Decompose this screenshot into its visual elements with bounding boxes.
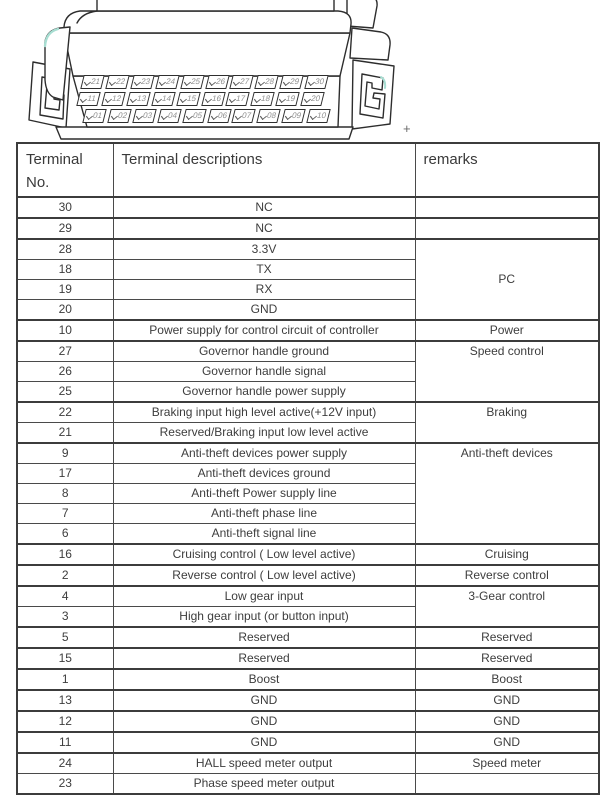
table-row [17, 197, 599, 218]
description-cell: GND [113, 732, 415, 753]
terminal-no-cell: 26 [17, 362, 113, 382]
connector-pin [251, 92, 275, 106]
terminal-no-cell: 7 [17, 504, 113, 524]
remark-cell: Boost [415, 669, 599, 690]
table-row [17, 690, 599, 711]
description-cell: Boost [113, 669, 415, 690]
terminal-no-cell: 18 [17, 260, 113, 280]
table-row [17, 774, 599, 795]
connector-pin-grid [0, 0, 430, 142]
pin-number: 01 [92, 111, 104, 120]
description-cell: Anti-theft phase line [113, 504, 415, 524]
connector-pin [207, 109, 231, 123]
description-cell: Reserved [113, 627, 415, 648]
table-row [17, 711, 599, 732]
description-cell: Power supply for control circuit of controller [113, 320, 415, 341]
pin-number: 13 [135, 94, 147, 103]
terminal-no-cell: 12 [17, 711, 113, 732]
remark-cell: Braking [415, 402, 599, 443]
table-row [17, 544, 599, 565]
pin-number: 21 [90, 77, 102, 86]
table-row [17, 669, 599, 690]
description-cell: Reserved [113, 648, 415, 669]
description-cell: NC [113, 197, 415, 218]
terminal-no-cell: 9 [17, 443, 113, 464]
table-row [17, 218, 599, 239]
pin-number: 10 [316, 111, 328, 120]
connector-pin [205, 75, 229, 89]
table-row [17, 648, 599, 669]
pin-number: 24 [164, 77, 176, 86]
connector-pin [80, 75, 104, 89]
pin-number: 23 [139, 77, 151, 86]
description-cell: Governor handle signal [113, 362, 415, 382]
connector-pin [281, 109, 305, 123]
description-cell: Governor handle power supply [113, 382, 415, 403]
connector-pin [232, 109, 256, 123]
remark-cell: Reserved [415, 648, 599, 669]
description-cell: High gear input (or button input) [113, 607, 415, 628]
terminal-no-cell: 3 [17, 607, 113, 628]
table-row [17, 732, 599, 753]
terminal-no-cell: 30 [17, 197, 113, 218]
remark-cell [415, 218, 599, 239]
pin-number: 25 [189, 77, 201, 86]
terminal-no-cell: 19 [17, 280, 113, 300]
remark-cell: Reverse control [415, 565, 599, 586]
terminal-no-cell: 6 [17, 524, 113, 545]
connector-pin [255, 75, 279, 89]
connector-pin [151, 92, 175, 106]
terminal-no-cell: 4 [17, 586, 113, 607]
pin-number: 06 [216, 111, 228, 120]
connector-pin [155, 75, 179, 89]
pin-number: 28 [264, 77, 276, 86]
pin-number: 14 [160, 94, 172, 103]
description-cell: RX [113, 280, 415, 300]
connector-pin [157, 109, 181, 123]
table-row [17, 565, 599, 586]
connector-pin [132, 109, 156, 123]
pin-number: 16 [210, 94, 222, 103]
pin-number: 20 [310, 94, 322, 103]
remark-cell: Anti-theft devices [415, 443, 599, 544]
terminal-no-cell: 16 [17, 544, 113, 565]
connector-pin [226, 92, 250, 106]
col-header-descriptions: Terminal descriptions [113, 143, 415, 197]
table-row [17, 402, 599, 423]
table-row [17, 586, 599, 607]
pin-number: 11 [86, 94, 97, 103]
connector-pin [182, 109, 206, 123]
remark-cell: Power [415, 320, 599, 341]
connector-pin [82, 109, 106, 123]
description-cell: Reserved/Braking input low level active [113, 423, 415, 444]
remark-cell: GND [415, 732, 599, 753]
table-header-row [17, 143, 599, 197]
terminal-no-cell: 11 [17, 732, 113, 753]
terminal-no-cell: 27 [17, 341, 113, 362]
col-header-remarks: remarks [415, 143, 599, 197]
connector-pin [126, 92, 150, 106]
connector-pin [107, 109, 131, 123]
pin-number: 09 [291, 111, 303, 120]
description-cell: TX [113, 260, 415, 280]
description-cell: GND [113, 690, 415, 711]
terminal-no-cell: 22 [17, 402, 113, 423]
remark-cell: PC [415, 239, 599, 320]
connector-pin [304, 75, 328, 89]
pin-number: 27 [239, 77, 251, 86]
terminal-no-cell: 15 [17, 648, 113, 669]
terminal-no-cell: 10 [17, 320, 113, 341]
remark-cell: 3-Gear control [415, 586, 599, 627]
connector-pin [76, 92, 100, 106]
terminal-no-cell: 1 [17, 669, 113, 690]
terminal-no-cell: 8 [17, 484, 113, 504]
cursor-cross-mark: + [403, 121, 411, 136]
connector-pin [300, 92, 324, 106]
connector-pin [275, 92, 299, 106]
remark-cell: GND [415, 711, 599, 732]
connector-pin [257, 109, 281, 123]
description-cell: Phase speed meter output [113, 774, 415, 795]
remark-cell [415, 774, 599, 795]
terminal-no-cell: 20 [17, 300, 113, 321]
terminal-table [16, 142, 600, 795]
table-row [17, 320, 599, 341]
pin-number: 08 [266, 111, 278, 120]
pin-number: 22 [114, 77, 127, 86]
pin-number: 26 [214, 77, 226, 86]
pin-number: 17 [235, 94, 247, 103]
pin-number: 05 [191, 111, 203, 120]
table-row [17, 753, 599, 774]
pin-number: 19 [285, 94, 297, 103]
connector-pin [176, 92, 200, 106]
description-cell: Cruising control ( Low level active) [113, 544, 415, 565]
description-cell: GND [113, 711, 415, 732]
description-cell: 3.3V [113, 239, 415, 260]
pin-number: 30 [314, 77, 326, 86]
table-row [17, 341, 599, 362]
connector-pin [279, 75, 303, 89]
connector-pin [180, 75, 204, 89]
pin-number: 07 [241, 111, 253, 120]
connector-diagram [0, 0, 430, 142]
connector-pin [306, 109, 330, 123]
terminal-no-cell: 2 [17, 565, 113, 586]
terminal-no-cell: 5 [17, 627, 113, 648]
description-cell: Anti-theft signal line [113, 524, 415, 545]
description-cell: Braking input high level active(+12V input) [113, 402, 415, 423]
pin-number: 04 [166, 111, 178, 120]
terminal-no-cell: 28 [17, 239, 113, 260]
terminal-no-cell: 17 [17, 464, 113, 484]
terminal-no-cell: 29 [17, 218, 113, 239]
remark-cell: Reserved [415, 627, 599, 648]
connector-pin [105, 75, 129, 89]
connector-pin [130, 75, 154, 89]
description-cell: Anti-theft Power supply line [113, 484, 415, 504]
description-cell: NC [113, 218, 415, 239]
description-cell: HALL speed meter output [113, 753, 415, 774]
description-cell: GND [113, 300, 415, 321]
table-row [17, 239, 599, 260]
remark-cell: Speed control [415, 341, 599, 402]
terminal-no-cell: 13 [17, 690, 113, 711]
pin-number: 12 [110, 94, 123, 103]
description-cell: Anti-theft devices ground [113, 464, 415, 484]
connector-pin [201, 92, 225, 106]
remark-cell: Cruising [415, 544, 599, 565]
col-header-terminal-no: Terminal No. [17, 143, 113, 197]
pin-number: 18 [260, 94, 272, 103]
pin-number: 03 [141, 111, 153, 120]
description-cell: Reverse control ( Low level active) [113, 565, 415, 586]
description-cell: Low gear input [113, 586, 415, 607]
terminal-no-cell: 24 [17, 753, 113, 774]
pin-number: 15 [185, 94, 197, 103]
remark-cell: Speed meter [415, 753, 599, 774]
pin-number: 29 [289, 77, 301, 86]
remark-cell [415, 197, 599, 218]
description-cell: Anti-theft devices power supply [113, 443, 415, 464]
connector-pin [230, 75, 254, 89]
terminal-no-cell: 21 [17, 423, 113, 444]
table-row [17, 443, 599, 464]
table-row [17, 627, 599, 648]
terminal-no-cell: 25 [17, 382, 113, 403]
pin-number: 02 [116, 111, 129, 120]
description-cell: Governor handle ground [113, 341, 415, 362]
remark-cell: GND [415, 690, 599, 711]
connector-pin [101, 92, 125, 106]
terminal-no-cell: 23 [17, 774, 113, 795]
